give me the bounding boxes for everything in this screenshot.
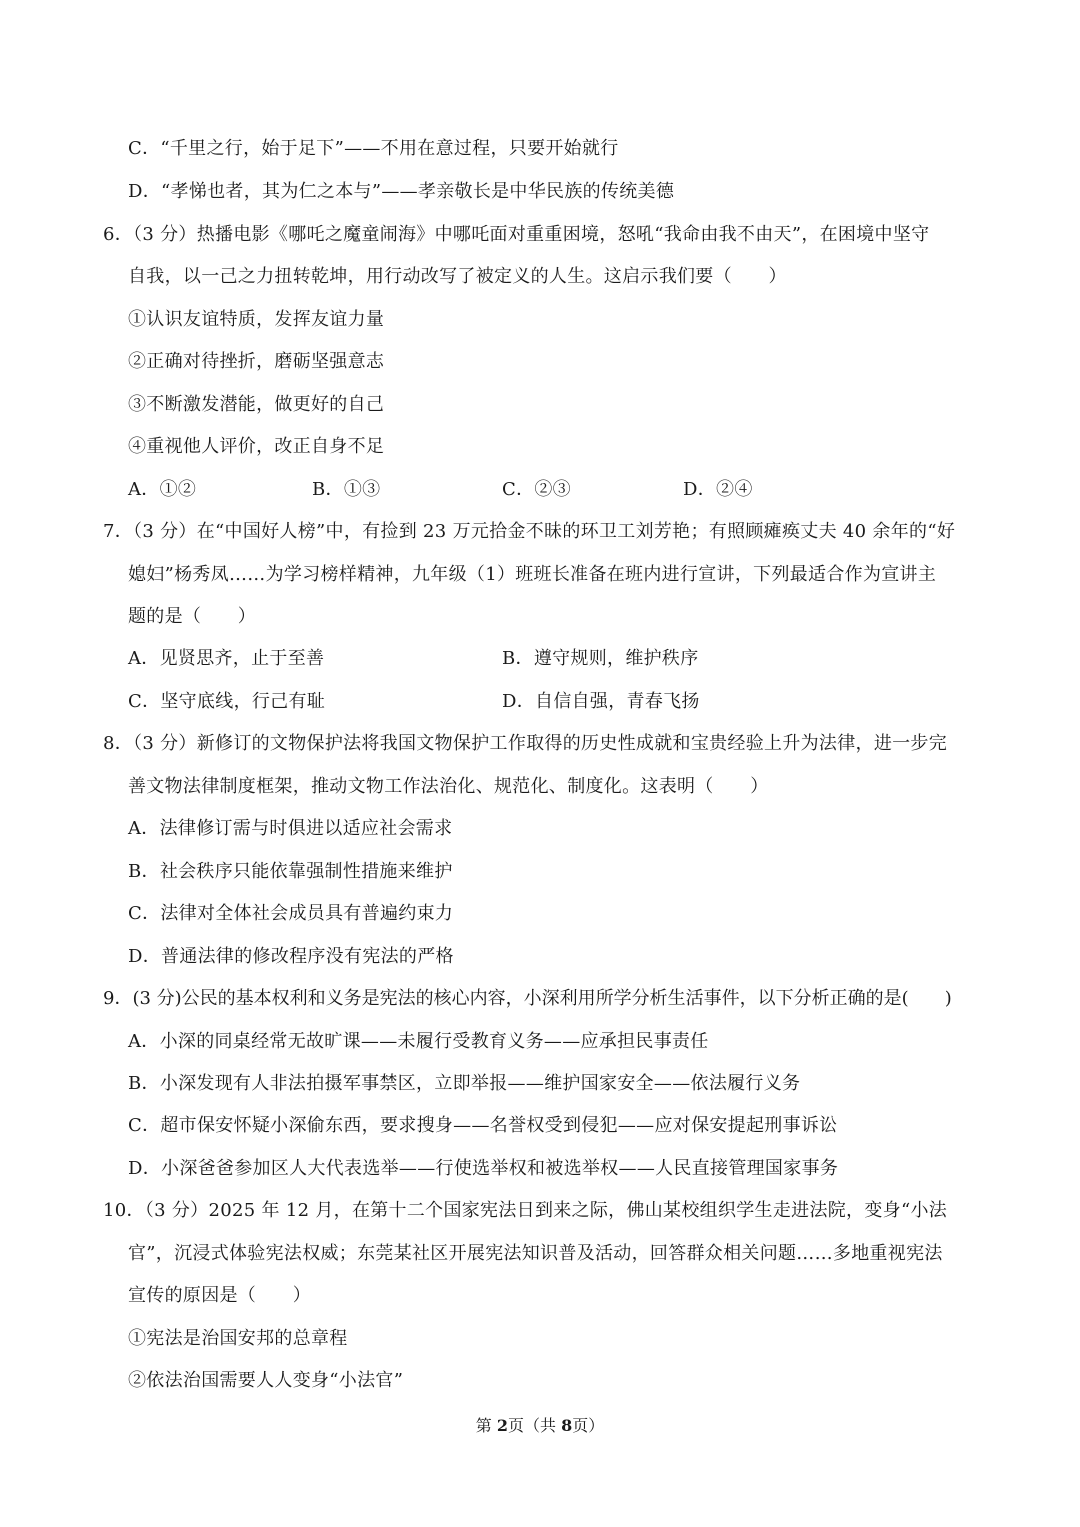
q7-stem-line-2: 媳妇”杨秀凤……为学习榜样精神，九年级（1）班班长准备在班内进行宣讲，下列最适合作为宣讲主 <box>128 564 937 585</box>
q10-item-2: ②依法治国需要人人变身“小法官” <box>128 1370 404 1391</box>
q10-stem-line-3: 宣传的原因是（ ） <box>128 1285 311 1306</box>
q7-option-c: C．坚守底线，行己有耻 <box>128 691 326 712</box>
total-page-number: 8 <box>561 1416 573 1435</box>
q9-option-b: B．小深发现有人非法拍摄军事禁区，立即举报——维护国家安全——依法履行义务 <box>128 1073 801 1094</box>
q6-option-d: D．②④ <box>683 479 753 500</box>
footer-suffix: 页） <box>572 1416 605 1435</box>
q7-option-a: A．见贤思齐，止于至善 <box>128 648 325 669</box>
q6-item-4: ④重视他人评价，改正自身不足 <box>128 436 385 457</box>
page-footer <box>0 1414 1080 1438</box>
q10-stem-line-1: 10．（3 分）2025 年 12 月，在第十二个国家宪法日到来之际，佛山某校组织学生走进法院，变身“小法 <box>103 1200 948 1221</box>
q6-stem-line-1: 6．（3 分）热播电影《哪吒之魔童闹海》中哪吒面对重重困境，怒吼“我命由我不由天”，在困境中坚守 <box>103 224 930 245</box>
q8-option-d: D．普通法律的修改程序没有宪法的严格 <box>128 946 454 967</box>
q9-stem-line-1: 9．(3 分)公民的基本权利和义务是宪法的核心内容，小深利用所学分析生活事件，以下分析正确的是( ) <box>103 988 952 1009</box>
footer-middle: 页（共 <box>507 1416 562 1435</box>
q8-stem-line-1: 8．（3 分）新修订的文物保护法将我国文物保护工作取得的历史性成就和宝贵经验上升为法律，进一步完 <box>103 733 948 754</box>
footer-prefix: 第 <box>475 1416 497 1435</box>
q6-option-b: B．①③ <box>312 479 381 500</box>
q8-option-b: B．社会秩序只能依靠强制性措施来维护 <box>128 861 453 882</box>
q5-option-c: C．“千里之行，始于足下”——不用在意过程，只要开始就行 <box>128 138 619 159</box>
q7-stem-line-1: 7．（3 分）在“中国好人榜”中，有捡到 23 万元拾金不昧的环卫工刘芳艳；有照顾瘫痪丈夫 40 余年的“好 <box>103 521 956 542</box>
q6-item-1: ①认识友谊特质，发挥友谊力量 <box>128 309 385 330</box>
q7-option-b: B．遵守规则，维护秩序 <box>502 648 699 669</box>
q10-item-1: ①宪法是治国安邦的总章程 <box>128 1328 348 1349</box>
q6-option-c: C．②③ <box>502 479 571 500</box>
q8-stem-line-2: 善文物法律制度框架，推动文物工作法治化、规范化、制度化。这表明（ ） <box>128 776 769 797</box>
q9-option-c: C．超市保安怀疑小深偷东西，要求搜身——名誉权受到侵犯——应对保安提起刑事诉讼 <box>128 1115 838 1136</box>
q10-stem-line-2: 官”，沉浸式体验宪法权威；东莞某社区开展宪法知识普及活动，回答群众相关问题……多地重视宪法 <box>128 1243 943 1264</box>
q9-option-a: A．小深的同桌经常无故旷课——未履行受教育义务——应承担民事责任 <box>128 1031 709 1052</box>
q6-item-3: ③不断激发潜能，做更好的自己 <box>128 394 385 415</box>
q8-option-c: C．法律对全体社会成员具有普遍约束力 <box>128 903 454 924</box>
q7-option-d: D．自信自强，青春飞扬 <box>502 691 700 712</box>
q6-option-a: A．①② <box>128 479 197 500</box>
q5-option-d: D．“孝悌也者，其为仁之本与”——孝亲敬长是中华民族的传统美德 <box>128 181 675 202</box>
current-page-number: 2 <box>496 1416 508 1435</box>
q9-option-d: D．小深爸爸参加区人大代表选举——行使选举权和被选举权——人民直接管理国家事务 <box>128 1158 839 1179</box>
q6-item-2: ②正确对待挫折，磨砺坚强意志 <box>128 351 385 372</box>
q7-stem-line-3: 题的是（ ） <box>128 606 257 627</box>
q8-option-a: A．法律修订需与时俱进以适应社会需求 <box>128 818 453 839</box>
q6-stem-line-2: 自我，以一己之力扭转乾坤，用行动改写了被定义的人生。这启示我们要（ ） <box>128 266 787 287</box>
